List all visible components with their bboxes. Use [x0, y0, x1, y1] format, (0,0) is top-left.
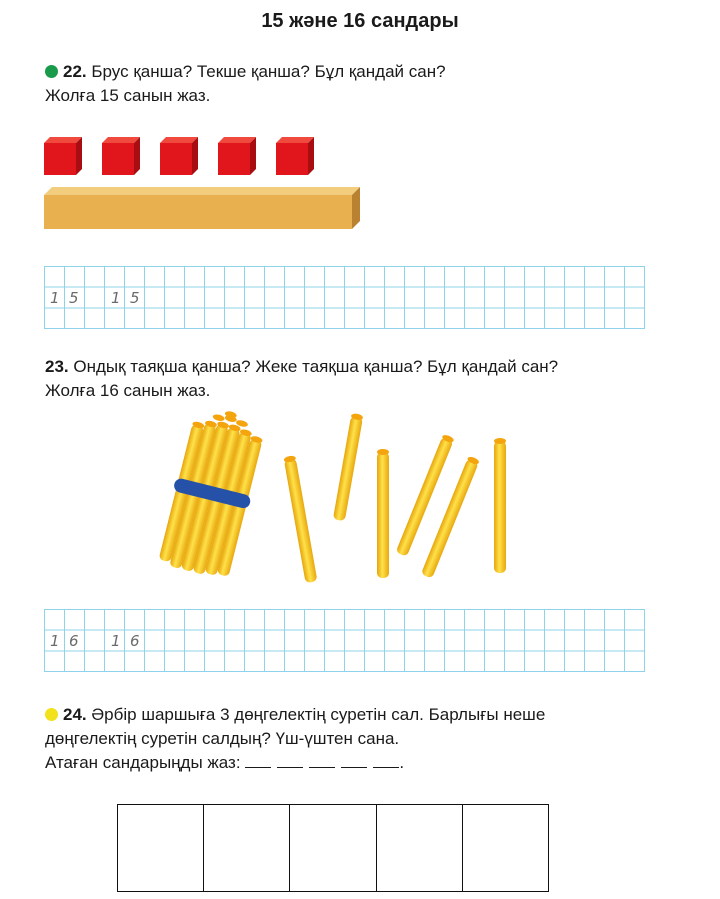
- answer-blank[interactable]: [277, 753, 303, 768]
- cubes-and-bar-illustration: [40, 125, 370, 235]
- grid-16-digit: 1: [50, 632, 60, 650]
- green-dot-icon: [45, 65, 58, 78]
- single-stick: [283, 455, 317, 583]
- task-23-number: 23.: [45, 357, 69, 376]
- unit-cube: [218, 137, 256, 175]
- single-stick: [377, 449, 389, 578]
- task-23-text: [45, 355, 665, 403]
- task-22-text: [45, 60, 665, 108]
- task-23-line1: Ондық таяқша қанша? Жеке таяқша қанша? Бұл қандай сан?: [73, 357, 559, 376]
- grid-16-digit: 6: [69, 632, 79, 650]
- grid-15-digit: 5: [69, 289, 79, 307]
- page-title: 15 және 16 сандары: [261, 10, 459, 32]
- unit-cube: [276, 137, 314, 175]
- drawing-boxes: [117, 804, 549, 892]
- drawing-box[interactable]: [204, 805, 290, 891]
- line-end: .: [399, 753, 405, 772]
- sticks-illustration: [150, 408, 530, 588]
- answer-blank[interactable]: [245, 753, 271, 768]
- yellow-dot-icon: [45, 708, 58, 721]
- task-22-number: 22.: [63, 62, 87, 81]
- task-22-line1: Брус қанша? Текше қанша? Бұл қандай сан?: [91, 62, 446, 81]
- unit-cube: [44, 137, 82, 175]
- task-24-text: [45, 703, 695, 775]
- drawing-box[interactable]: [463, 805, 548, 891]
- grid-16-digit: 6: [130, 632, 140, 650]
- drawing-box[interactable]: [290, 805, 376, 891]
- task-24-number: 24.: [63, 705, 87, 724]
- unit-cube: [102, 137, 140, 175]
- task-24-line1: Әрбір шаршыға 3 дөңгелектің суретін сал. Барлығы неше: [91, 705, 546, 724]
- drawing-box[interactable]: [377, 805, 463, 891]
- single-stick: [333, 413, 364, 521]
- answer-blank[interactable]: [373, 753, 399, 768]
- task-24-line2: дөңгелектің суретін салдың? Үш-үштен сана.: [45, 729, 400, 748]
- single-sticks: [283, 413, 506, 583]
- single-stick: [494, 438, 506, 573]
- grid-15-digit: 5: [130, 289, 140, 307]
- unit-cubes: [44, 137, 314, 175]
- task-24-line3: Атаған сандарыңды жаз:: [45, 753, 241, 772]
- answer-blank[interactable]: [341, 753, 367, 768]
- answer-blank[interactable]: [309, 753, 335, 768]
- drawing-box[interactable]: [118, 805, 204, 891]
- grid-16-digit: 1: [111, 632, 121, 650]
- unit-cube: [160, 137, 198, 175]
- ten-rod-bar: [44, 187, 360, 229]
- ten-stick-bundle: [155, 408, 271, 581]
- task-22-line2: Жолға 15 санын жаз.: [45, 86, 211, 105]
- task-23-line2: Жолға 16 санын жаз.: [45, 381, 211, 400]
- grid-15-digit: 1: [50, 289, 60, 307]
- grid-15-digit: 1: [111, 289, 121, 307]
